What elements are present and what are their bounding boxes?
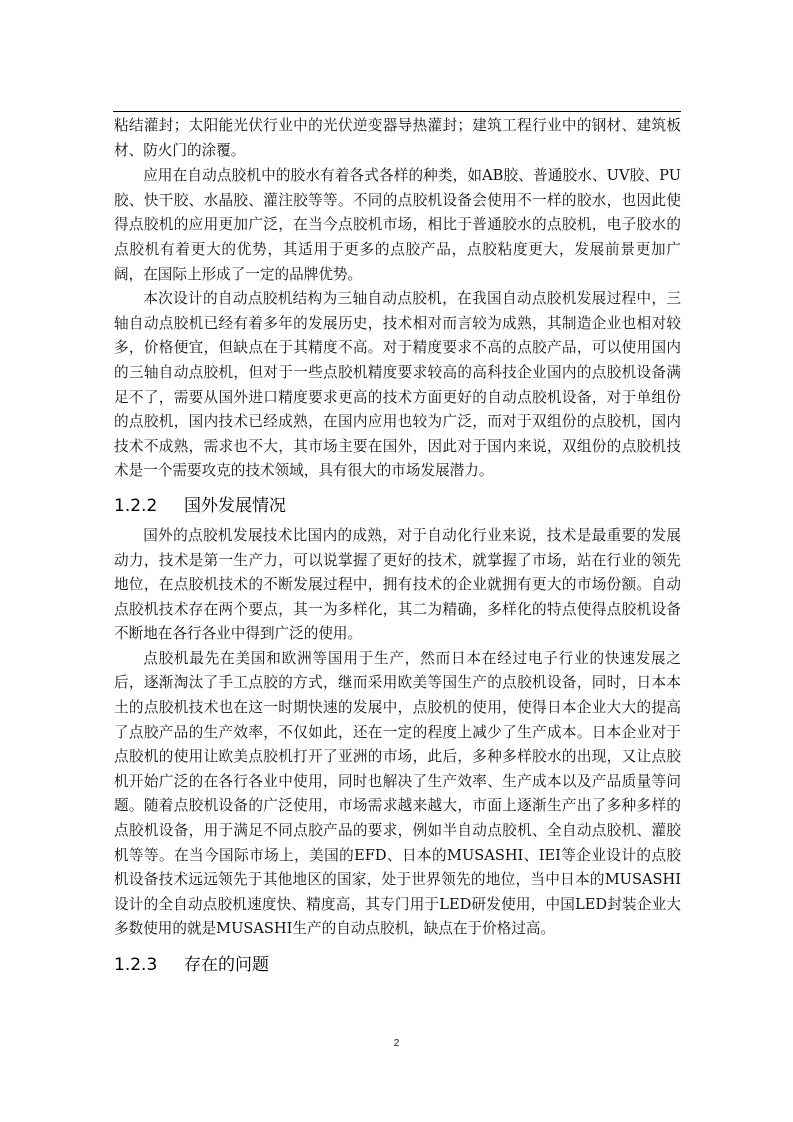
section-number: 1.2.2 [114, 495, 158, 516]
paragraph-glue-types: 应用在自动点胶机中的胶水有着各式各样的种类，如AB胶、普通胶水、UV胶、PU胶、快干胶、水晶胶、灌注胶等等。不同的点胶机设备会使用不一样的胶水，也因此使得点胶机的应用更加广泛，在当今点胶机市场，相比于普通胶水的点胶机，电子胶水的点胶机有着更大的优势，其适用于更多的点胶产品，点胶粘度更大，发展前景更加广阔，在国际上形成了一定的品牌优势。 [114, 167, 681, 283]
page-body [114, 114, 681, 977]
paragraph-continued: 粘结灌封；太阳能光伏行业中的光伏逆变器导热灌封；建筑工程行业中的钢材、建筑板材、防火门的涂覆。 [114, 117, 681, 159]
paragraph-foreign-tech: 国外的点胶机发展技术比国内的成熟，对于自动化行业来说，技术是最重要的发展动力，技术是第一生产力，可以说掌握了更好的技术，就掌握了市场，站在行业的领先地位，在点胶机技术的不断发展过程中，拥有技术的企业就拥有更大的市场份额。自动点胶机技术存在两个要点，其一为多样化，其二为精确，多样化的特点使得点胶机设备不断地在各行各业中得到广泛的使用。 [114, 526, 681, 643]
section-heading-1-2-3 [114, 953, 681, 977]
paragraph-three-axis-design: 本次设计的自动点胶机结构为三轴自动点胶机，在我国自动点胶机发展过程中，三轴自动点胶机已经有着多年的发展历史，技术相对而言较为成熟，其制造企业也相对较多，价格便宜，但缺点在于其精度不高。对于精度要求不高的点胶产品，可以使用国内的三轴自动点胶机，但对于一些点胶机精度要求较高的高科技企业国内的点胶机设备满足不了，需要从国外进口精度要求更高的技术方面更好的自动点胶机设备，对于单组份的点胶机，国内技术已经成熟，在国内应用也较为广泛，而对于双组份的点胶机，国内技术不成熟，需求也不大，其市场主要在国外，因此对于国内来说，双组份的点胶机技术是一个需要攻克的技术领域，具有很大的市场发展潜力。 [114, 290, 681, 480]
page-number: 2 [393, 1038, 400, 1049]
section-number: 1.2.3 [114, 955, 158, 975]
section-heading-1-2-2 [114, 494, 681, 518]
paragraph-foreign-history: 点胶机最先在美国和欧洲等国用于生产，然而日本在经过电子行业的快速发展之后，逐渐淘汰了手工点胶的方式，继而采用欧美等国生产的点胶机设备，同时，日本本土的点胶机技术也在这一时期快速的发展中，点胶机的使用，使得日本企业大大的提高了点胶产品的生产效率，不仅如此，还在一定的程度上减少了生产成本。日本企业对于点胶机的使用让欧美点胶机打开了亚洲的市场，此后，多种多样胶水的出现，又让点胶机开始广泛的在各行各业中使用，同时也解决了生产效率、生产成本以及产品质量等问题。随着点胶机设备的广泛使用，市场需求越来越大，市面上逐渐生产出了多种多样的点胶机设备，用于满足不同点胶产品的要求，例如半自动点胶机、全自动点胶机、灌胶机等等。在当今国际市场上，美国的EFD、日本的MUSASHI、IEI等企业设计的点胶机设备技术远远领先于其他地区的国家，处于世界领先的地位，当中日本的MUSASHI设计的全自动点胶机速度快、精度高，其专门用于LED研发使用，中国LED封装企业大多数使用的就是MUSASHI生产的自动点胶机，缺点在于价格过高。 [114, 649, 681, 938]
section-title: 国外发展情况 [184, 495, 286, 516]
section-title: 存在的问题 [184, 955, 269, 975]
header-rule [113, 111, 681, 112]
